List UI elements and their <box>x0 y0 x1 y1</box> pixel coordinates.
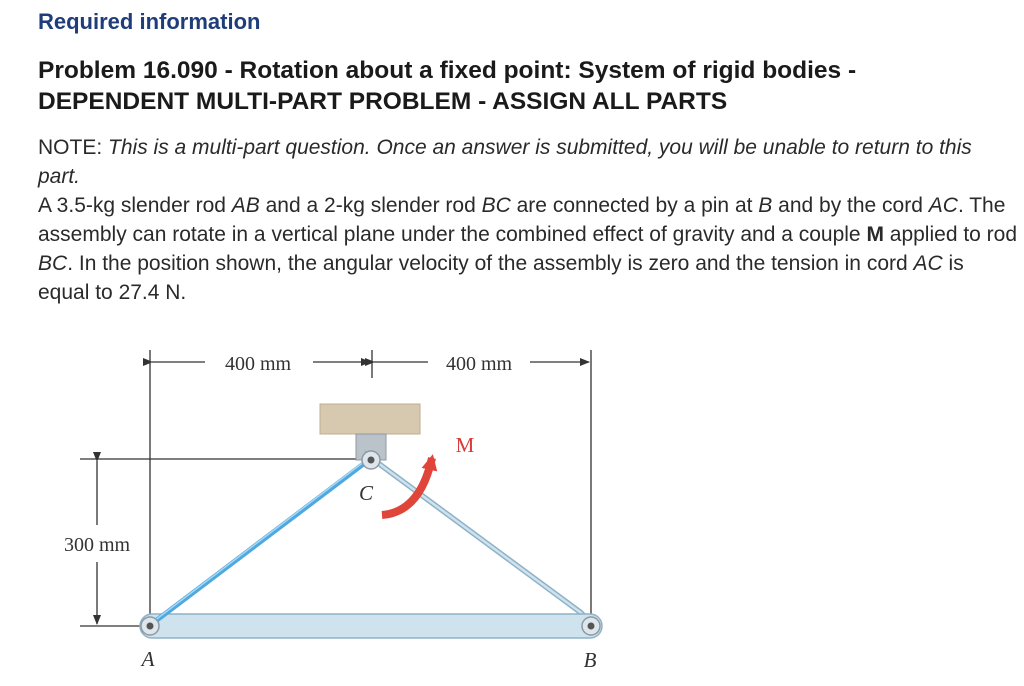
problem-body <box>38 133 1018 307</box>
statement-text: . In the position shown, the angular velocity of the assembly is zero and the tension in cord <box>67 252 914 275</box>
symbol-ac: AC <box>913 252 943 275</box>
symbol-b: B <box>758 194 773 217</box>
note-prefix: NOTE: <box>38 136 103 159</box>
statement-text: are connected by a pin at <box>510 194 759 217</box>
symbol-bc: BC <box>38 252 68 275</box>
statement-text: and a 2-kg slender rod <box>259 194 482 217</box>
note-text: This is a multi-part question. Once an answer is submitted, you will be unable to return to this part. <box>38 136 972 188</box>
statement-text: and by the cord <box>772 194 929 217</box>
problem-statement <box>38 191 1018 307</box>
problem-title-line1: Problem 16.090 - Rotation about a fixed point: System of rigid bodies - <box>38 57 857 84</box>
statement-text: applied to rod <box>883 223 1018 246</box>
label-c: C <box>358 481 374 505</box>
cord-ac <box>149 459 370 626</box>
statement-text: A 3.5-kg slender rod <box>38 194 232 217</box>
dimension-label-vertical: 300 mm <box>63 534 131 556</box>
statement-text: is equal to 27.4 N. <box>38 252 964 304</box>
ceiling-support <box>320 404 420 434</box>
pin-b <box>582 617 600 635</box>
problem-title <box>38 55 998 117</box>
problem-title-line2: DEPENDENT MULTI-PART PROBLEM - ASSIGN ALL PARTS <box>38 88 728 115</box>
symbol-bc: BC <box>481 194 511 217</box>
symbol-m: M <box>866 223 884 246</box>
label-b: B <box>583 648 597 672</box>
label-a: A <box>141 647 155 671</box>
pin-c <box>362 451 380 469</box>
note <box>38 133 1018 191</box>
required-information-heading: Required information <box>38 9 261 34</box>
label-m: M <box>455 433 475 457</box>
rod-ab <box>140 614 602 638</box>
dimension-label-right: 400 mm <box>445 353 513 375</box>
dimension-label-left: 400 mm <box>224 353 292 375</box>
pin-a <box>141 617 159 635</box>
symbol-ab: AB <box>231 194 260 217</box>
mechanism-figure <box>0 330 1024 686</box>
rod-bc <box>365 451 597 627</box>
cord-ac-highlight <box>150 458 369 624</box>
statement-text: . The assembly can rotate in a vertical plane under the combined effect of gravity and a couple <box>38 194 1006 246</box>
symbol-ac: AC <box>928 194 958 217</box>
